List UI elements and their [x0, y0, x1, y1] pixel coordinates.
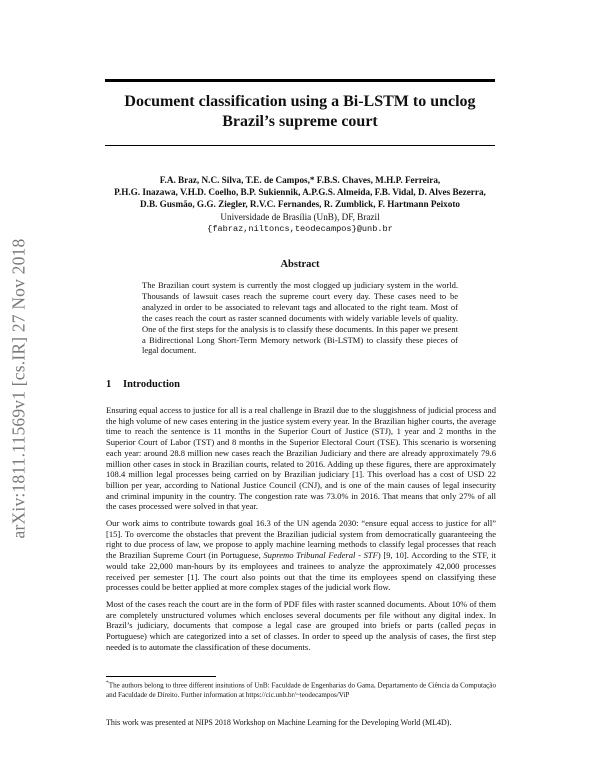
- paper-title: [100, 92, 500, 132]
- author-line-2: P.H.G. Inazawa, V.H.D. Coelho, B.P. Sukiennik, A.P.G.S. Almeida, F.B. Vidal, D. Alves Bezerra,: [114, 187, 486, 198]
- abstract-text: The Brazilian court system is currently the most clogged up judiciary system in the world. Thousands of lawsuit cases reach the supreme court every day. These cases need to be analyzed in order to be associated to relevant tags and allocated to the right team. Most of the cases reach the court as raster scanned documents with widely variable levels of quality. One of the first steps for the analysis is to classify these documents. In this paper we present a Bidirectional Long Short-Term Memory network (Bi-LSTM) to classify these pieces of legal document.: [142, 280, 458, 356]
- author-block: [70, 174, 530, 235]
- footnote-mark: *: [106, 680, 109, 686]
- abstract-heading: Abstract: [280, 259, 320, 270]
- footnote: [106, 679, 496, 700]
- author-line-1: F.A. Braz, N.C. Silva, T.E. de Campos,* F.B.S. Chaves, M.H.P. Ferreira,: [159, 175, 441, 185]
- section-title: Introduction: [123, 379, 180, 390]
- paragraph-3-text-b: in Portuguese) which are categorized into a set of classes. In order to speed up the analysis of cases, the first step needed is to automate the classification of these documents.: [106, 620, 496, 652]
- introduction-body: [106, 405, 496, 658]
- arxiv-sidebar: [2, 204, 36, 572]
- paragraph-1: Ensuring equal access to justice for all is a real challenge in Brazil due to the sluggishness of judicial process and the high volume of new cases entering in the justice system every year. In the Brazilian higher courts, the average time to reach the sentence is 11 months in the Superior Court of Justice (STJ), 1 year and 2 months in the Superior Court of Labor (TST) and 8 months in the Superior Electoral Court (TSE). This scenario is worsening each year: around 28.8 million new cases reach the Brazilian Judiciary and there are already approximately 79.6 million other cases in stock in Brazilian courts, related to 2016. Adding up these figures, there are approximately 108.4 million legal processes being carried on by Brazilian judiciary [1]. This overload has a cost of USD 22 billion per year, according to National Justice Council (CNJ), and is one of the main causes of legal insecurity and criminal impunity in the country. The congestion rate was 73.0% in 2016. That means that only 27% of all the cases processed were solved in that year.: [106, 405, 496, 512]
- title-top-rule: [105, 79, 495, 82]
- arxiv-identifier: arXiv:1811.11569v1 [cs.IR] 27 Nov 2018: [8, 238, 29, 538]
- section-heading: [106, 379, 180, 390]
- author-email: {fabraz,niltoncs,teodecampos}@unb.br: [207, 223, 393, 234]
- paragraph-3: [106, 599, 496, 653]
- paragraph-3-text-a: Most of the cases reach the court are in the form of PDF files with raster scanned documents. About 10% of them are completely unstructured volumes which encloses several documents per file without any digital index. In Brazil’s judiciary, documents that compose a legal case are grouped into briefs or parts (called: [106, 598, 496, 631]
- title-line-1: Document classification using a Bi-LSTM to unclog: [124, 93, 476, 110]
- section-number: 1: [106, 379, 112, 390]
- page-footer: This work was presented at NIPS 2018 Workshop on Machine Learning for the Developing World (ML4D).: [106, 718, 452, 727]
- title-line-2: Brazil’s supreme court: [222, 113, 378, 130]
- paragraph-2: [106, 518, 496, 593]
- paragraph-2-text-b: ) [9, 10]. According to the STF, it would take 22,000 man-hours by its employees and trainees to analyze the approximately 42,000 processes received per semester [1]. The court also points out that the time its employees spend on classifying these processes could be better applied at more complex stages of the judicial work flow.: [106, 550, 496, 593]
- paragraph-2-text-a: Our work aims to contribute towards goal 16.3 of the UN agenda 2030: “ensure equal access to justice for all” [15]. To overcome the obstacles that prevent the Brazilian judicial system from democratically guaranteeing the right to due process of law, we propose to apply machine learning methods to classify legal processes that reach the Brazilian Supreme Court (in Portuguese,: [106, 518, 496, 561]
- affiliation: Universidade de Brasília (UnB), DF, Brazil: [220, 211, 380, 222]
- footnote-text: The authors belong to three different insitutions of UnB: Faculdade de Engenharias do Gama, Departamento de Ciência da Computação and Faculdade de Direito. Further information at https://cic.unb.br/~teodecampos/ViP: [106, 681, 496, 699]
- paragraph-3-italic: peças: [465, 620, 485, 631]
- author-line-3: D.B. Gusmão, G.G. Ziegler, R.V.C. Fernandes, R. Zumblick, F. Hartmann Peixoto: [140, 199, 460, 210]
- paragraph-2-italic: Supremo Tribunal Federal - STF: [263, 550, 378, 561]
- footnote-rule: [106, 676, 216, 677]
- title-bottom-rule: [105, 145, 495, 146]
